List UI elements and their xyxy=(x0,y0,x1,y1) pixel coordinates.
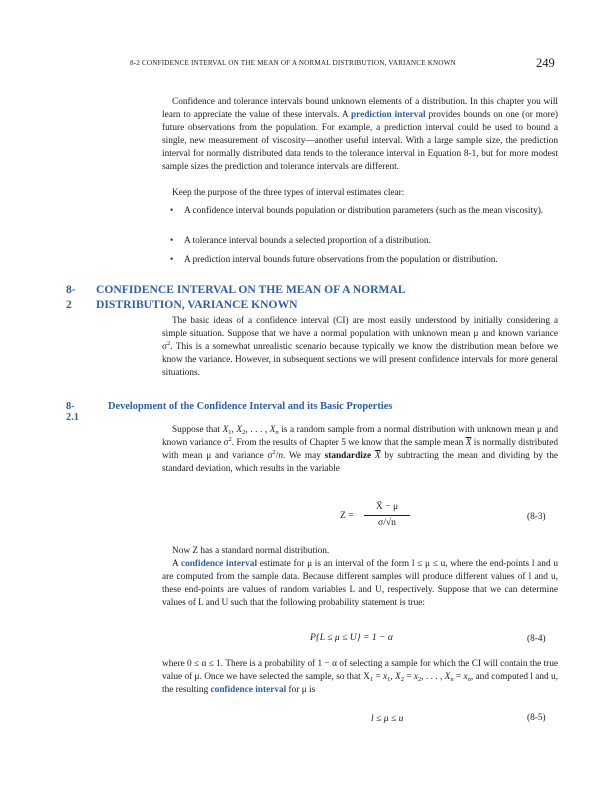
term-prediction-interval: prediction interval xyxy=(351,109,426,120)
equation-8-5: l ≤ μ ≤ u xyxy=(371,713,404,724)
paragraph-probability: where 0 ≤ α ≤ 1. There is a probability of 1 − α of selecting a sample for which the CI will contain the true value of μ. Once we have selected the sample, so that $X_1 = x_1$, $X_2 = x_2$, . . . , $X_n = x_n$, and computed l and u, the resulting confidence interval for μ is xyxy=(162,659,558,695)
equation-number: (8-4) xyxy=(527,634,546,644)
section-title: CONFIDENCE INTERVAL ON THE MEAN OF A NORMAL DISTRIBUTION, VARIANCE KNOWN xyxy=(96,283,406,311)
subsection-title: Development of the Confidence Interval and its Basic Properties xyxy=(108,401,393,412)
subsection-paragraph: Suppose that $X_1$, $X_2$, . . . , $X_n$ is a random sample from a normal distribution with unknown mean μ and known variance $\sigma^2$. From the results of Chapter 5 we know that the sample mean $\overline{X}$ is normally distributed with mean μ and variance $\sigma^2/n$. We may standardize $\overline{X}$ by subtracting the mean and dividing by the standard deviation, which results in the variable xyxy=(162,425,559,474)
equation-number: (8-3) xyxy=(527,512,546,522)
subsection-number: 8-2.1 xyxy=(66,401,79,423)
running-head-text: 8-2 CONFIDENCE INTERVAL ON THE MEAN OF A NORMAL DISTRIBUTION, VARIANCE KNOWN xyxy=(130,59,457,67)
list-item: • A tolerance interval bounds a selected proportion of a distribution. xyxy=(170,236,431,246)
term-confidence-interval: confidence interval xyxy=(210,684,287,695)
term-confidence-interval: confidence interval xyxy=(180,559,258,569)
intro-lead-in: Keep the purpose of the three types of interval estimates clear: xyxy=(172,188,405,198)
equation-8-4: P{L ≤ μ ≤ U} = 1 − α xyxy=(310,632,393,643)
term-standardize: standardize xyxy=(324,450,372,461)
list-item: • A confidence interval bounds population or distribution parameters (such as the mean viscosity). xyxy=(170,206,544,216)
intro-paragraph: Confidence and tolerance intervals bound unknown elements of a distribution. In this chapter you will learn to appreciate the value of these intervals. A prediction interval provides bounds on one (or more) future observations from the population. For example, a prediction interval could be used to bound a single, new measurement of viscosity—another useful interval. With a large sample size, the prediction interval for normally distributed data tends to the tolerance interval in Equation 8-1, but for more modest sample sizes the prediction and tolerance intervals are different. xyxy=(162,97,558,172)
equation-number: (8-5) xyxy=(527,713,546,723)
list-item: • A prediction interval bounds future observations from the population or distribution. xyxy=(170,255,498,265)
section-paragraph: The basic ideas of a confidence interval (CI) are most easily understood by initially considering a simple situation. Suppose that we have a normal population with unknown mean μ and known variance $\sigma^2$. This is a somewhat unrealistic scenario because typically we know the distribution mean before we know the variance. However, in subsequent sections we will present confidence intervals for more general situations. xyxy=(162,316,558,378)
section-number: 8-2 xyxy=(66,283,76,311)
running-header xyxy=(0,56,609,72)
paragraph-standard-normal: Now Z has a standard normal distribution. xyxy=(172,546,330,556)
paragraph-ci-definition: A confidence interval estimate for μ is an interval of the form l ≤ μ ≤ u, where the end-points l and u are computed from the sample data. Because different samples will produce different values of l and u, these end-points are values of random variables L and U, respectively. Suppose that we can determine values of L and U such that the following probability statement is true: xyxy=(162,559,558,608)
page-number: 249 xyxy=(536,56,555,70)
